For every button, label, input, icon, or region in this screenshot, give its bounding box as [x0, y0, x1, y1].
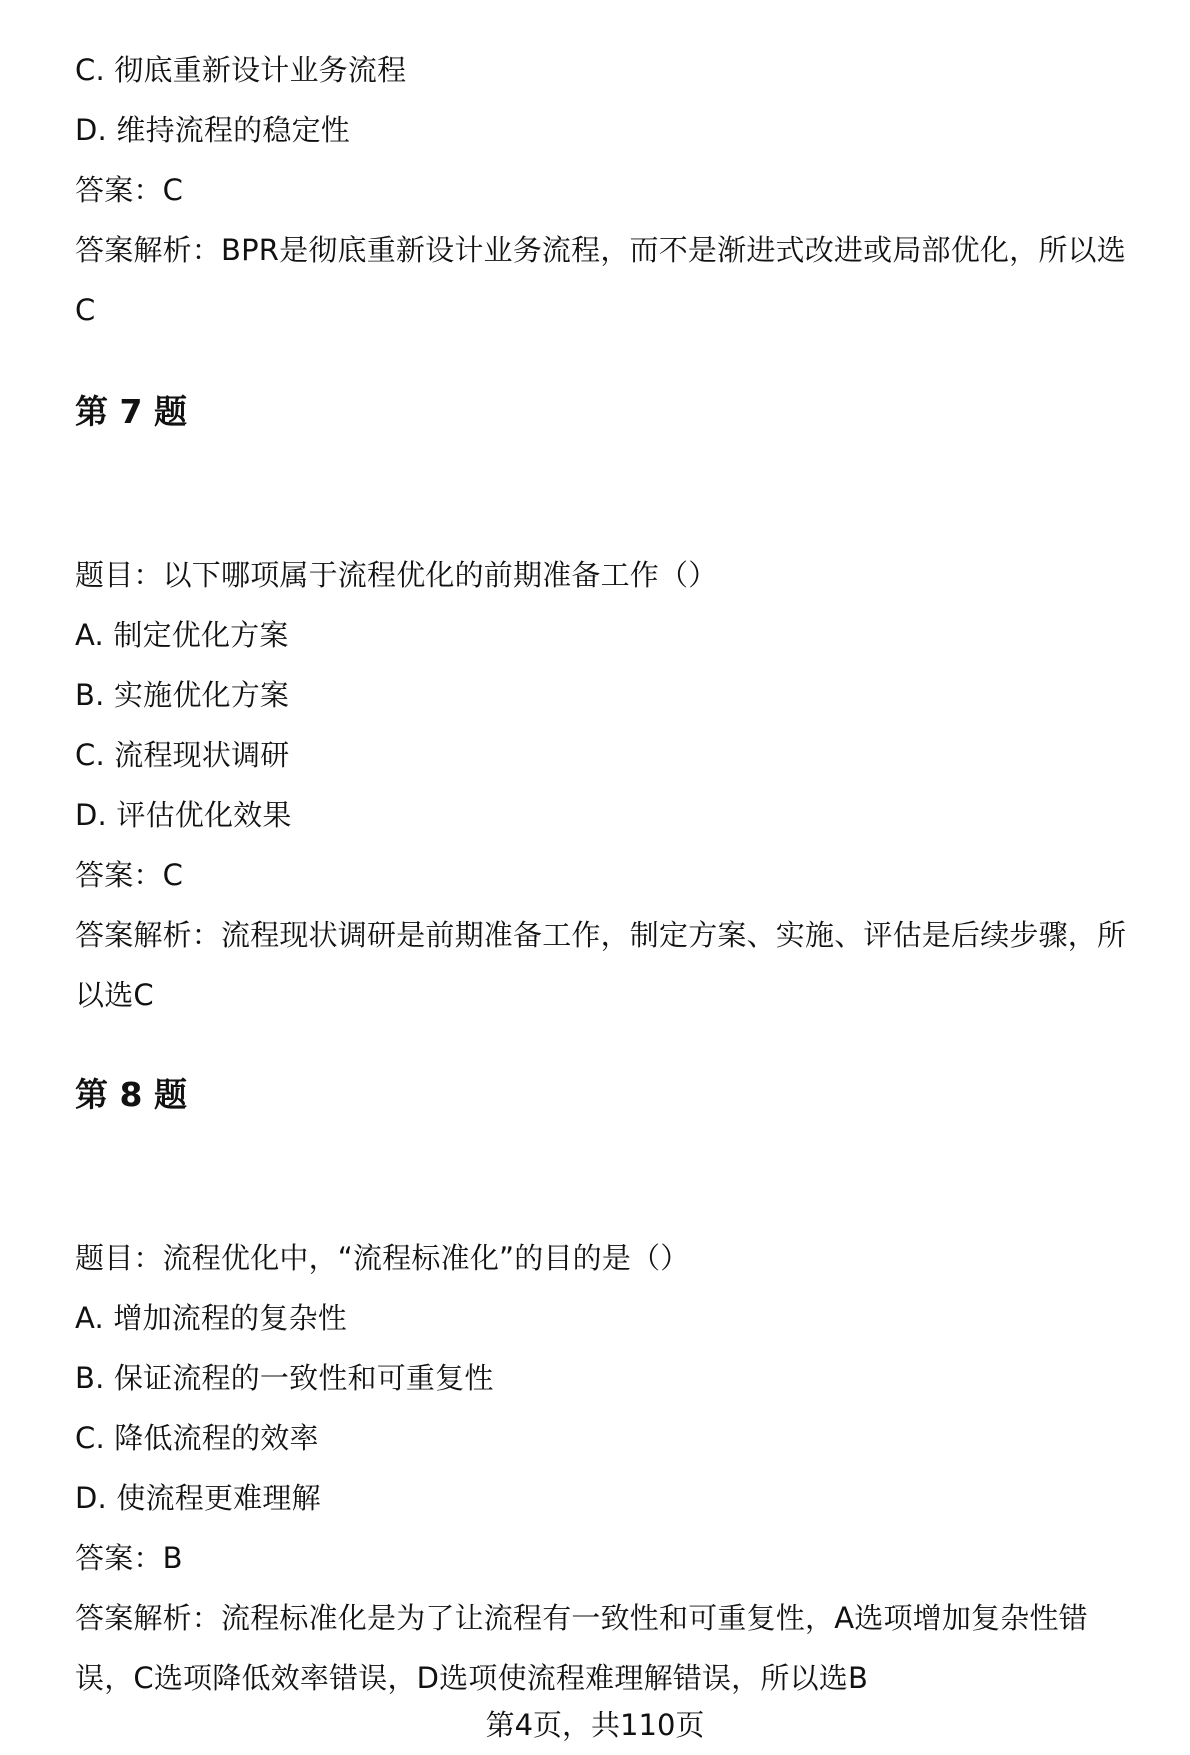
prev-option-d: D. 维持流程的稳定性	[75, 113, 350, 147]
prev-answer: 答案：C	[75, 173, 184, 207]
question-7-explanation-line2: 以选C	[75, 978, 154, 1012]
question-7-option-b: B. 实施优化方案	[75, 678, 290, 712]
question-8-stem: 题目：流程优化中，“流程标准化”的目的是（）	[75, 1241, 690, 1275]
question-8-option-d: D. 使流程更难理解	[75, 1481, 321, 1515]
question-7-explanation-line1: 答案解析：流程现状调研是前期准备工作，制定方案、实施、评估是后续步骤，所	[75, 918, 1127, 952]
question-7-stem: 题目：以下哪项属于流程优化的前期准备工作（）	[75, 558, 718, 592]
prev-explanation-line1: 答案解析：BPR是彻底重新设计业务流程，而不是渐进式改进或局部优化，所以选	[75, 233, 1126, 267]
question-7-option-d: D. 评估优化效果	[75, 798, 292, 832]
prev-explanation-line2: C	[75, 293, 96, 327]
question-7-option-a: A. 制定优化方案	[75, 618, 289, 652]
question-7-option-c: C. 流程现状调研	[75, 738, 290, 772]
question-8-explanation-line1: 答案解析：流程标准化是为了让流程有一致性和可重复性，A选项增加复杂性错	[75, 1601, 1088, 1635]
question-8-explanation-line2: 误，C选项降低效率错误，D选项使流程难理解错误，所以选B	[75, 1661, 869, 1695]
question-8-heading: 第 8 题	[75, 1075, 187, 1114]
page-number-footer: 第4页，共110页	[485, 1708, 705, 1742]
question-7-answer: 答案：C	[75, 858, 184, 892]
question-8-option-c: C. 降低流程的效率	[75, 1421, 319, 1455]
question-8-option-b: B. 保证流程的一致性和可重复性	[75, 1361, 494, 1395]
question-8-answer: 答案：B	[75, 1541, 183, 1575]
prev-option-c: C. 彻底重新设计业务流程	[75, 53, 407, 87]
question-7-heading: 第 7 题	[75, 392, 187, 431]
question-8-option-a: A. 增加流程的复杂性	[75, 1301, 347, 1335]
